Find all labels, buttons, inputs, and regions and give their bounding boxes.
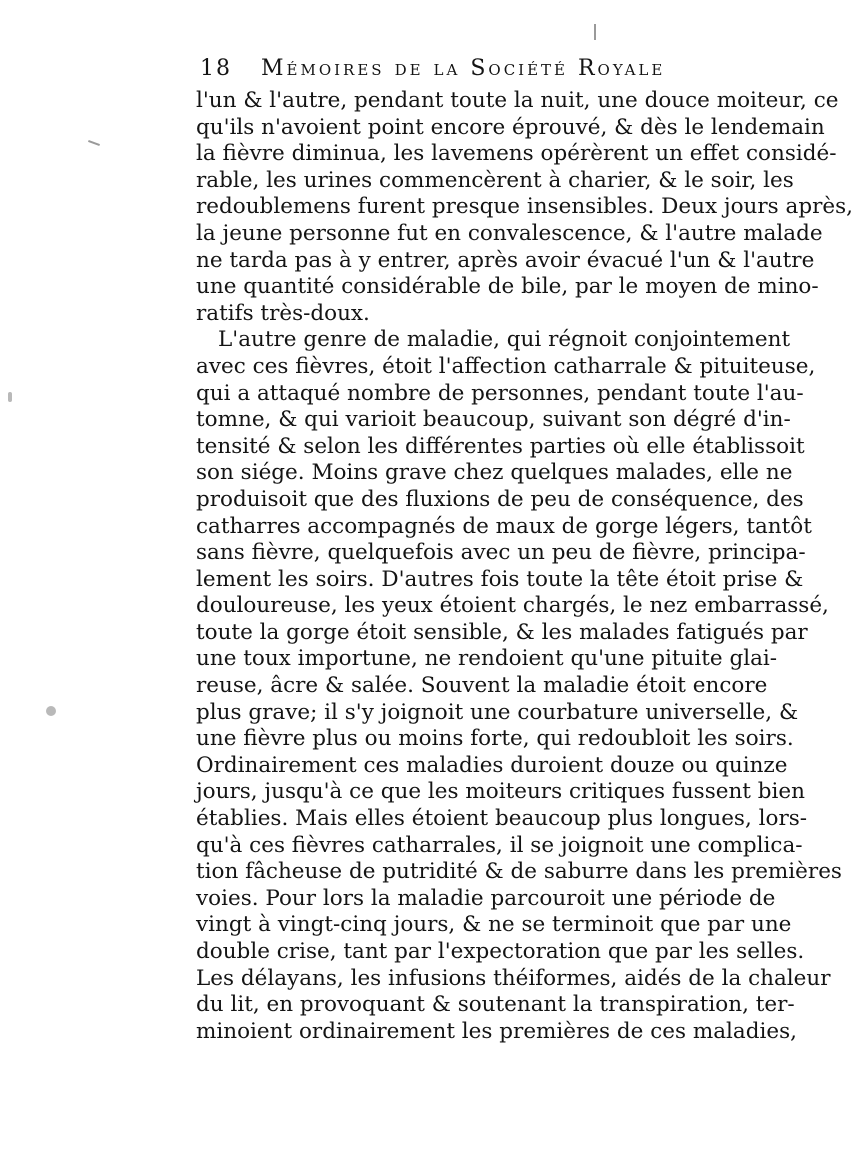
text-line: toute la gorge étoit sensible, & les malades fatigués par [196,619,808,645]
text-line: douloureuse, les yeux étoient chargés, le nez embarrassé, [196,593,829,619]
text-line: jours, jusqu'à ce que les moiteurs critiques fussent bien [196,779,805,805]
paragraph-start-line: L'autre genre de maladie, qui régnoit conjointement [218,327,791,353]
text-line: son siége. Moins grave chez quelques malades, elle ne [196,460,793,486]
text-line: qu'ils n'avoient point encore éprouvé, & dès le lendemain [196,114,825,140]
text-line: une toux importune, ne rendoient qu'une pituite glai- [196,646,778,672]
text-line: la jeune personne fut en convalescence, & l'autre malade [196,220,823,246]
text-line: rable, les urines commencèrent à charier, & le soir, les [196,167,794,193]
ink-blot [46,706,56,716]
body-text [196,88,853,1045]
running-title: Mémoires de la Société Royale [261,56,666,81]
text-line: tomne, & qui varioit beaucoup, suivant son dégré d'in- [196,407,791,433]
ink-blot [8,392,12,402]
text-line: l'un & l'autre, pendant toute la nuit, une douce moiteur, ce [196,88,839,113]
text-line: avec ces fièvres, étoit l'affection catharrale & pituiteuse, [196,353,816,379]
text-line: catharres accompagnés de maux de gorge légers, tantôt [196,513,812,539]
text-line: qu'à ces fièvres catharrales, il se joignoit une complica- [196,832,803,858]
text-line: plus grave; il s'y joignoit une courbature universelle, & [196,699,799,725]
text-line: double crise, tant par l'expectoration que par les selles. [196,939,805,964]
text-line: produisoit que des fluxions de peu de conséquence, des [196,486,804,512]
text-line: vingt à vingt-cinq jours, & ne se terminoit que par une [196,912,792,938]
text-line: ne tarda pas à y entrer, après avoir évacué l'un & l'autre [196,247,815,273]
print-mark [594,24,596,40]
text-line: la fièvre diminua, les lavemens opérèrent un effet considé- [196,141,837,167]
text-line: reuse, âcre & salée. Souvent la maladie étoit encore [196,673,768,699]
text-line: lement les soirs. D'autres fois toute la tête étoit prise & [196,566,804,592]
text-line: tensité & selon les différentes parties où elle établissoit [196,433,805,459]
page-header [200,56,760,88]
margin-mark [88,140,100,146]
text-line: ratifs très-doux. [196,300,370,326]
text-line: une quantité considérable de bile, par le moyen de mino- [196,274,819,300]
text-line: Les délayans, les infusions théiformes, aidés de la chaleur [196,965,831,991]
text-line: Ordinairement ces maladies duroient douze ou quinze [196,752,788,778]
text-line: tion fâcheuse de putridité & de saburre dans les premières [196,859,842,885]
text-line: du lit, en provoquant & soutenant la transpiration, ter- [196,992,795,1018]
text-line: une fièvre plus ou moins forte, qui redoubloit les soirs. [196,726,794,752]
text-line: redoublemens furent presque insensibles. Deux jours après, [196,194,853,220]
text-line: qui a attaqué nombre de personnes, pendant toute l'au- [196,380,804,406]
text-line: sans fièvre, quelquefois avec un peu de fièvre, principa- [196,540,806,566]
text-line: minoient ordinairement les premières de ces maladies, [196,1018,797,1044]
text-line: établies. Mais elles étoient beaucoup plus longues, lors- [196,806,808,832]
page-number: 18 [200,56,232,81]
text-line: voies. Pour lors la maladie parcouroit une période de [196,885,776,911]
